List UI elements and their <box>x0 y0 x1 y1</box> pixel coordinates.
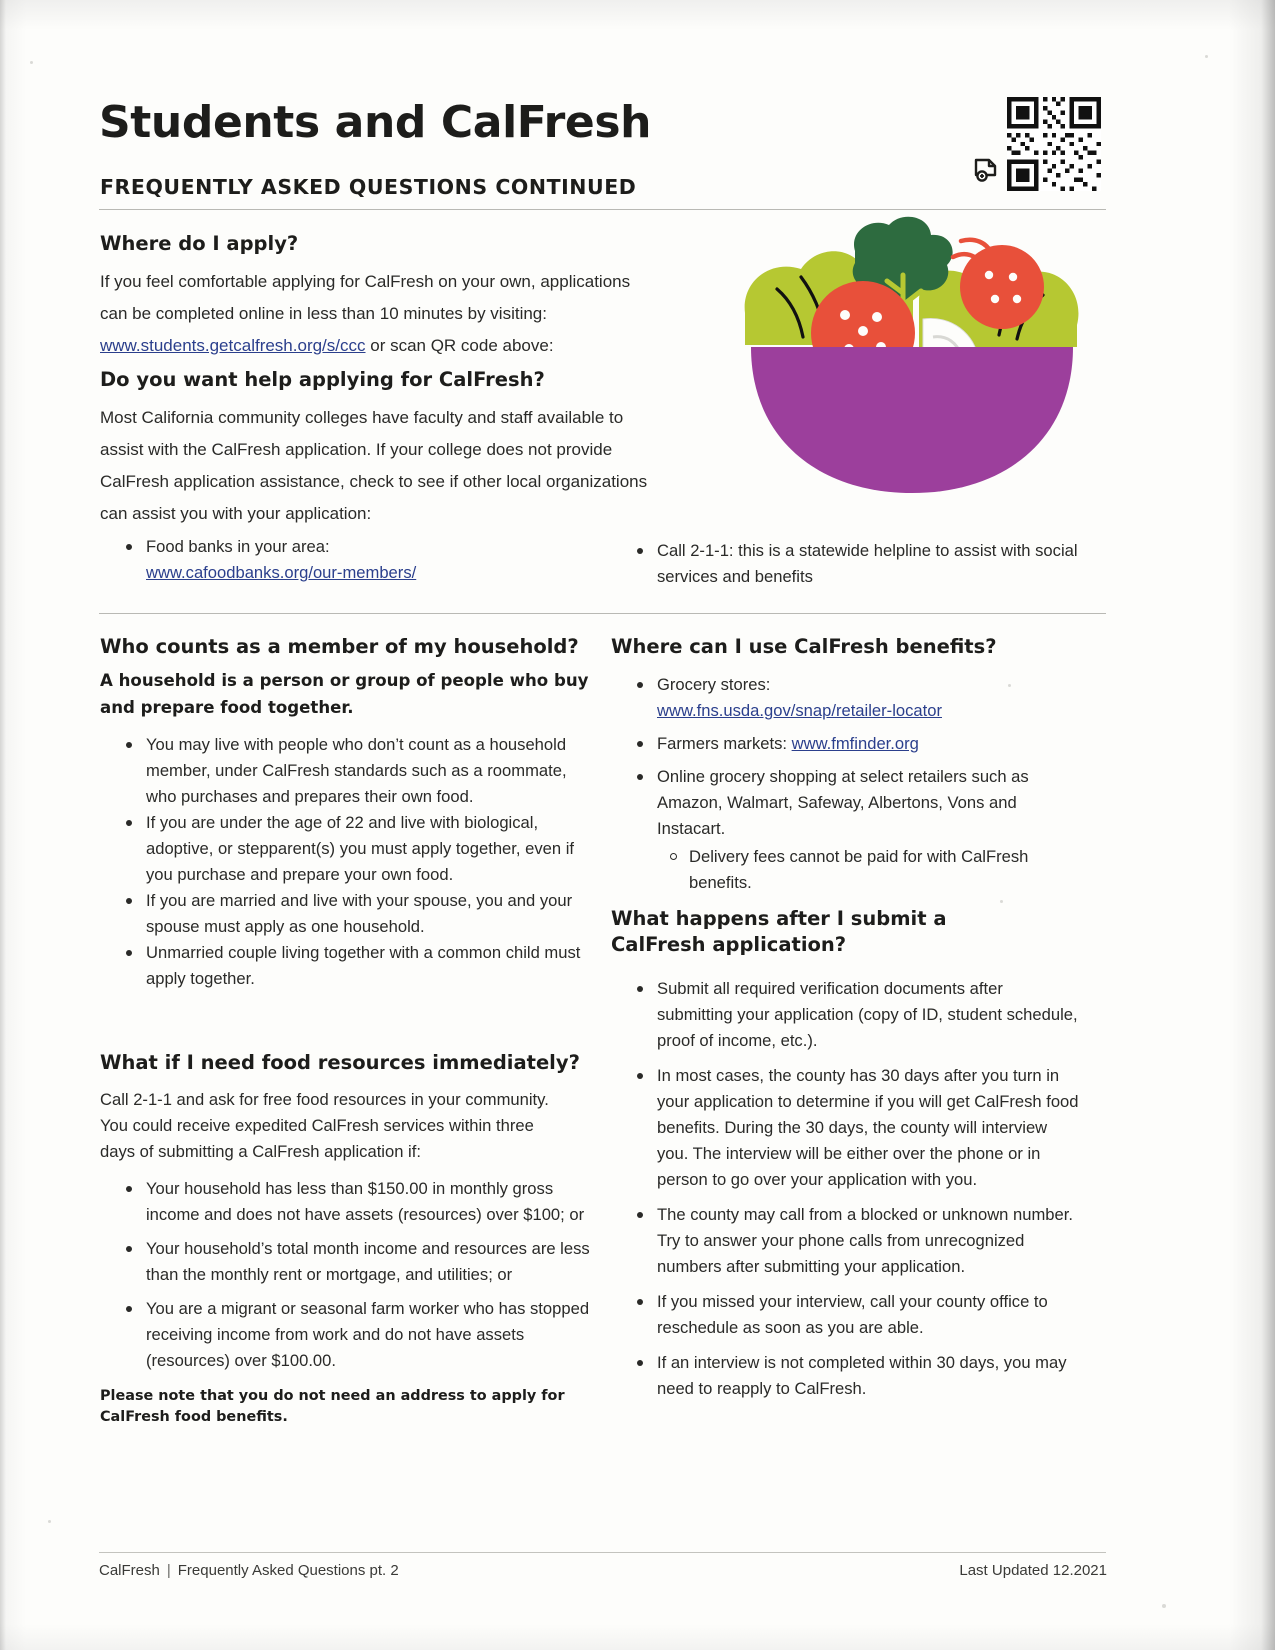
heading-after-submit-line-1: What happens after I submit a <box>611 907 947 930</box>
want-help-line-3: CalFresh application assistance, check to see if other local organizations <box>100 472 648 491</box>
footer-left <box>99 1562 399 1579</box>
divider-middle <box>99 613 1106 614</box>
where-apply-line-1: If you feel comfortable applying for CalFresh on your own, applications <box>100 272 631 291</box>
scan-speck <box>1162 1604 1166 1608</box>
list-item <box>657 672 1081 724</box>
want-help-bullets-left <box>100 534 560 586</box>
section-household <box>100 634 592 992</box>
where-apply-line-2: can be completed online in less than 10 minutes by visiting: <box>100 304 547 323</box>
grocery-stores-label: Grocery stores: <box>657 675 771 694</box>
food-now-line-3: days of submitting a CalFresh application if: <box>100 1142 421 1161</box>
list-item: If an interview is not completed within 30 days, you may need to reapply to CalFresh. <box>657 1350 1081 1402</box>
heading-food-resources-now: What if I need food resources immediately? <box>100 1051 580 1074</box>
getcalfresh-link[interactable]: www.students.getcalfresh.org/s/ccc <box>100 336 366 355</box>
list-item: If you missed your interview, call your county office to reschedule as soon as you are able. <box>657 1289 1081 1341</box>
list-item <box>146 534 560 586</box>
footer-separator: | <box>166 1562 171 1579</box>
list-item: Your household has less than $150.00 in monthly gross income and does not have assets (resources) over $100; or <box>146 1176 600 1228</box>
farmers-markets-label: Farmers markets: <box>657 734 792 753</box>
fmfinder-link[interactable]: www.fmfinder.org <box>791 734 919 753</box>
want-help-line-1: Most California community colleges have faculty and staff available to <box>100 408 624 427</box>
where-use-bullet-list <box>611 672 1081 896</box>
section-food-resources-now <box>100 1050 600 1428</box>
scan-speck <box>48 1520 51 1523</box>
after-submit-bullet-list <box>611 976 1081 1402</box>
list-item <box>657 731 1081 757</box>
footer-page-label: Frequently Asked Questions pt. 2 <box>177 1562 399 1579</box>
heading-want-help: Do you want help applying for CalFresh? <box>100 368 545 391</box>
sub-list-item: Delivery fees cannot be paid for with CalFresh benefits. <box>689 844 1081 896</box>
list-item: The county may call from a blocked or unknown number. Try to answer your phone calls from unrecognized numbers after submitting your application. <box>657 1202 1081 1280</box>
want-help-bullets-right <box>611 538 1081 590</box>
heading-where-use-benefits: Where can I use CalFresh benefits? <box>611 635 997 658</box>
section-where-use-benefits <box>611 634 1081 896</box>
online-grocery-text: Online grocery shopping at select retailers such as Amazon, Walmart, Safeway, Albertons, Vons and Instacart. <box>657 767 1029 838</box>
usda-retailer-locator-link[interactable]: www.fns.usda.gov/snap/retailer-locator <box>657 701 942 720</box>
food-now-bullet-list <box>100 1176 600 1374</box>
list-item <box>657 764 1081 896</box>
scan-speck <box>30 61 33 64</box>
section-after-submit <box>611 906 1081 1402</box>
food-now-line-1: Call 2-1-1 and ask for free food resources in your community. <box>100 1090 549 1109</box>
bullet-list <box>100 534 560 586</box>
heading-after-submit-line-2: CalFresh application? <box>611 933 847 956</box>
page-subtitle: FREQUENTLY ASKED QUESTIONS CONTINUED <box>100 175 637 199</box>
section-want-help <box>100 367 695 530</box>
footer-last-updated: Last Updated 12.2021 <box>959 1562 1107 1579</box>
list-item: Submit all required verification documents after submitting your application (copy of ID, student schedule, proof of income, etc.). <box>657 976 1081 1054</box>
qr-code[interactable] <box>1007 97 1101 196</box>
list-item: If you are married and live with your spouse, you and your spouse must apply as one household. <box>146 888 592 940</box>
sub-bullet-list <box>657 844 1081 896</box>
page-title: Students and CalFresh <box>99 97 652 148</box>
footer-brand: CalFresh <box>99 1562 160 1579</box>
household-lede: A household is a person or group of people who buy and prepare food together. <box>100 671 589 717</box>
divider-footer <box>99 1552 1106 1553</box>
list-item: Call 2-1-1: this is a statewide helpline to assist with social services and benefits <box>657 538 1081 590</box>
list-item: You may live with people who don’t count as a household member, under CalFresh standards such as a roommate, who purchases and prepares their own food. <box>146 732 592 810</box>
section-where-do-i-apply <box>100 231 695 362</box>
scan-speck <box>1205 55 1208 58</box>
salad-bowl-illustration <box>737 215 1087 505</box>
list-item: Unmarried couple living together with a common child must apply together. <box>146 940 592 992</box>
list-item: Your household’s total month income and resources are less than the monthly rent or mortgage, and utilities; or <box>146 1236 600 1288</box>
qr-code-icon <box>1007 97 1101 191</box>
list-item: If you are under the age of 22 and live with biological, adoptive, or stepparent(s) you must apply together, even if you purchase and prepare your own food. <box>146 810 592 888</box>
list-item: In most cases, the county has 30 days after you turn in your application to determine if you will get CalFresh food benefits. During the 30 days, the county will interview you. The interview will be either over the phone or in person to go over your application with you. <box>657 1063 1081 1193</box>
where-apply-link-suffix: or scan QR code above: <box>365 336 554 355</box>
household-bullet-list <box>100 732 592 992</box>
where-apply-line-3 <box>100 330 695 362</box>
cafoodbanks-link[interactable]: www.cafoodbanks.org/our-members/ <box>146 563 417 582</box>
food-banks-label: Food banks in your area: <box>146 537 330 556</box>
heading-household: Who counts as a member of my household? <box>100 635 579 658</box>
divider-top <box>99 209 1106 210</box>
document-scan-icon <box>972 154 1002 189</box>
heading-where-do-i-apply: Where do I apply? <box>100 232 299 255</box>
list-item: You are a migrant or seasonal farm worker who has stopped receiving income from work and do not have assets (resources) over $100.00. <box>146 1296 600 1374</box>
want-help-line-4: can assist you with your application: <box>100 504 372 523</box>
food-now-note: Please note that you do not need an address to apply for CalFresh food benefits. <box>100 1388 565 1425</box>
want-help-line-2: assist with the CalFresh application. If your college does not provide <box>100 440 613 459</box>
food-now-line-2: You could receive expedited CalFresh services within three <box>100 1116 534 1135</box>
bullet-list <box>611 538 1081 590</box>
